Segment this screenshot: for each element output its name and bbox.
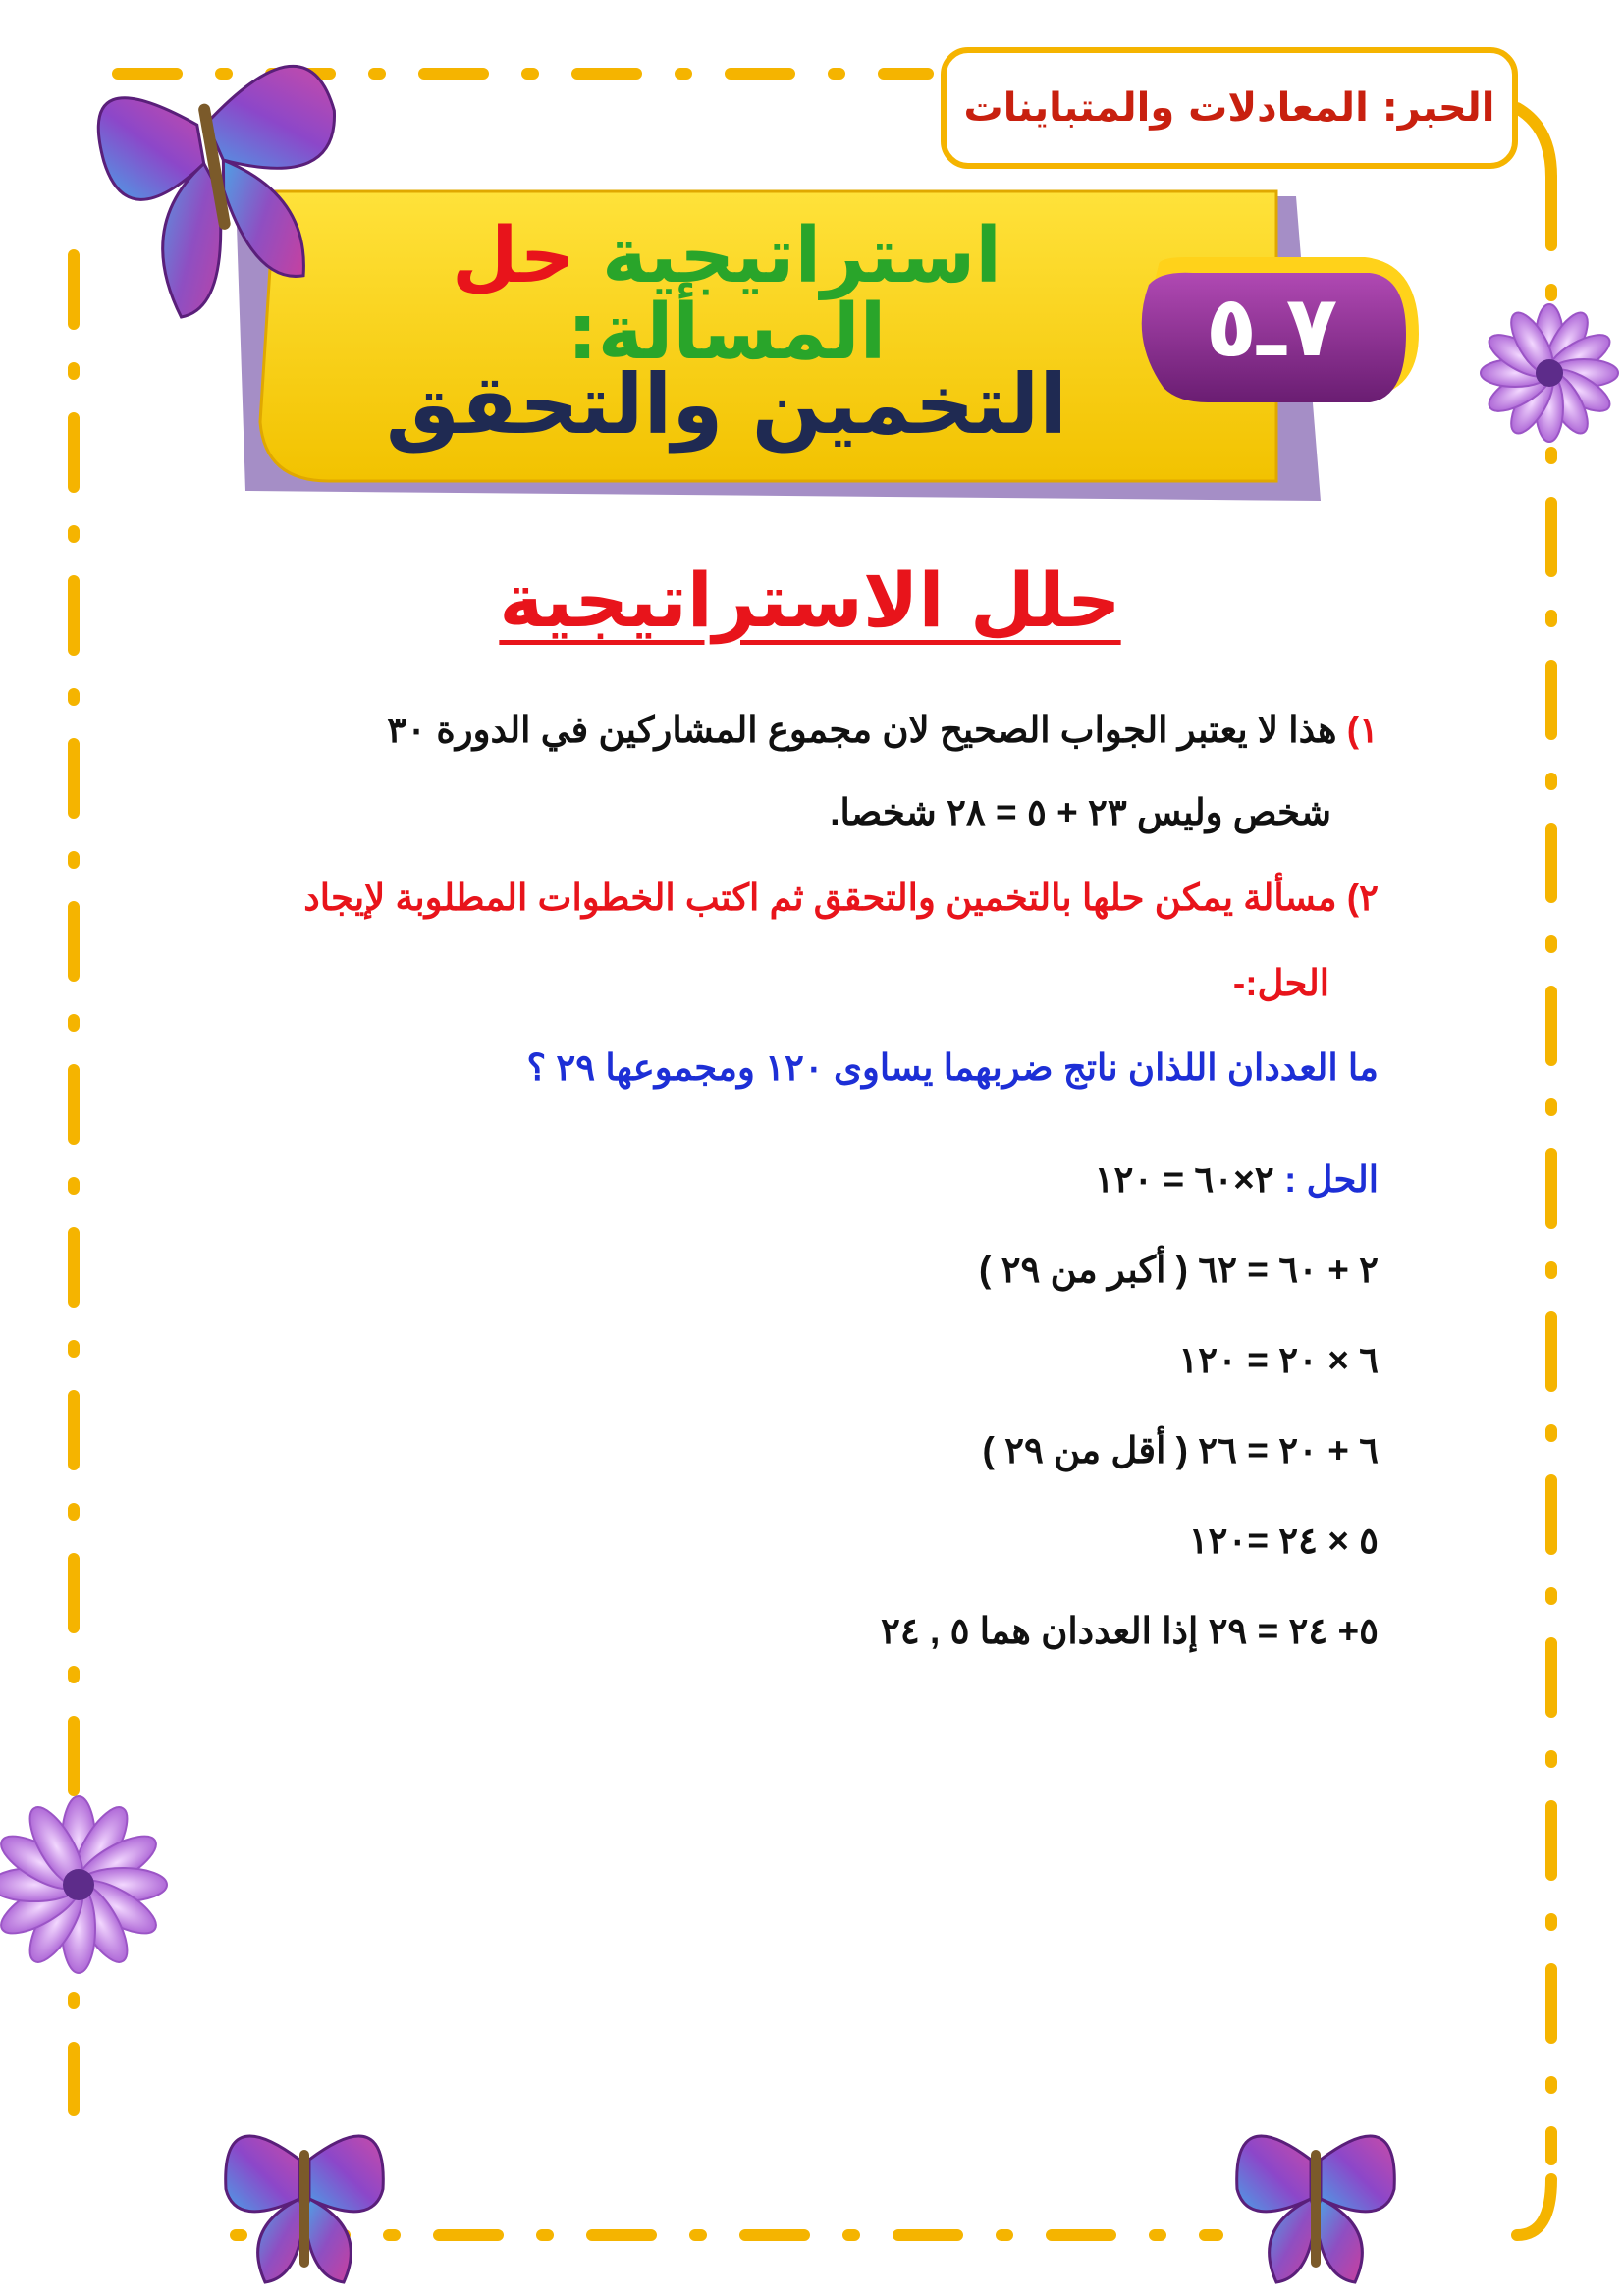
section-heading: حلل الاستراتيجية xyxy=(499,557,1121,644)
problem-statement: ما العددان اللذان ناتج ضربهما يساوى ١٢٠ ومجموعها ٢٩ ؟ xyxy=(526,1047,1379,1088)
answer-1-line-1 xyxy=(220,709,1379,752)
answer-2-line-2: الحل:- xyxy=(1232,963,1329,1003)
answer-1-number: ١) xyxy=(1346,710,1379,750)
answer-1-line-2: شخص وليس ٢٣ + ٥ = ٢٨ شخصا. xyxy=(830,792,1331,832)
butterfly-icon xyxy=(1237,2136,1395,2282)
title-line-2: التخمين والتحقق xyxy=(385,356,1068,453)
flower-icon xyxy=(1481,304,1618,442)
answer-2-number: ٢) xyxy=(1346,878,1379,918)
chapter-badge: الحبر: المعادلات والمتباينات xyxy=(941,47,1518,169)
lesson-number: ٧ـ٥ xyxy=(1205,278,1338,376)
solution-first-line xyxy=(220,1158,1379,1201)
answer-2-text: مسألة يمكن حلها بالتخمين والتحقق ثم اكتب الخطوات المطلوبة لإيجاد xyxy=(303,878,1337,918)
answer-1-text: هذا لا يعتبر الجواب الصحيح لان مجموع المشاركين في الدورة ٣٠ xyxy=(387,710,1337,750)
flower-icon xyxy=(0,1796,167,1973)
solution-step-1: ٢ + ٦٠ = ٦٢ ( أكبر من ٢٩ ) xyxy=(979,1250,1379,1290)
solution-step-3: ٦ + ٢٠ = ٢٦ ( أقل من ٢٩ ) xyxy=(982,1430,1379,1470)
solution-step-2: ٦ × ٢٠ = ١٢٠ xyxy=(1178,1340,1379,1380)
solution-first: ٢×٦٠ = ١٢٠ xyxy=(1094,1159,1274,1200)
butterfly-icon xyxy=(226,2136,384,2282)
title-word-solve: حل xyxy=(451,212,575,300)
title-word-strategy: استراتيجية xyxy=(601,212,1002,300)
title-word-problem: المسألة: xyxy=(567,289,887,377)
solution-label: الحل : xyxy=(1283,1159,1379,1200)
solution-step-4: ٥ × ٢٤ =١٢٠ xyxy=(1188,1521,1379,1561)
title-line-1 xyxy=(295,212,1159,377)
solution-step-5: ٥+ ٢٤ = ٢٩ إذا العددان هما ٥ , ٢٤ xyxy=(881,1611,1379,1651)
answer-2-line-1 xyxy=(220,877,1379,920)
